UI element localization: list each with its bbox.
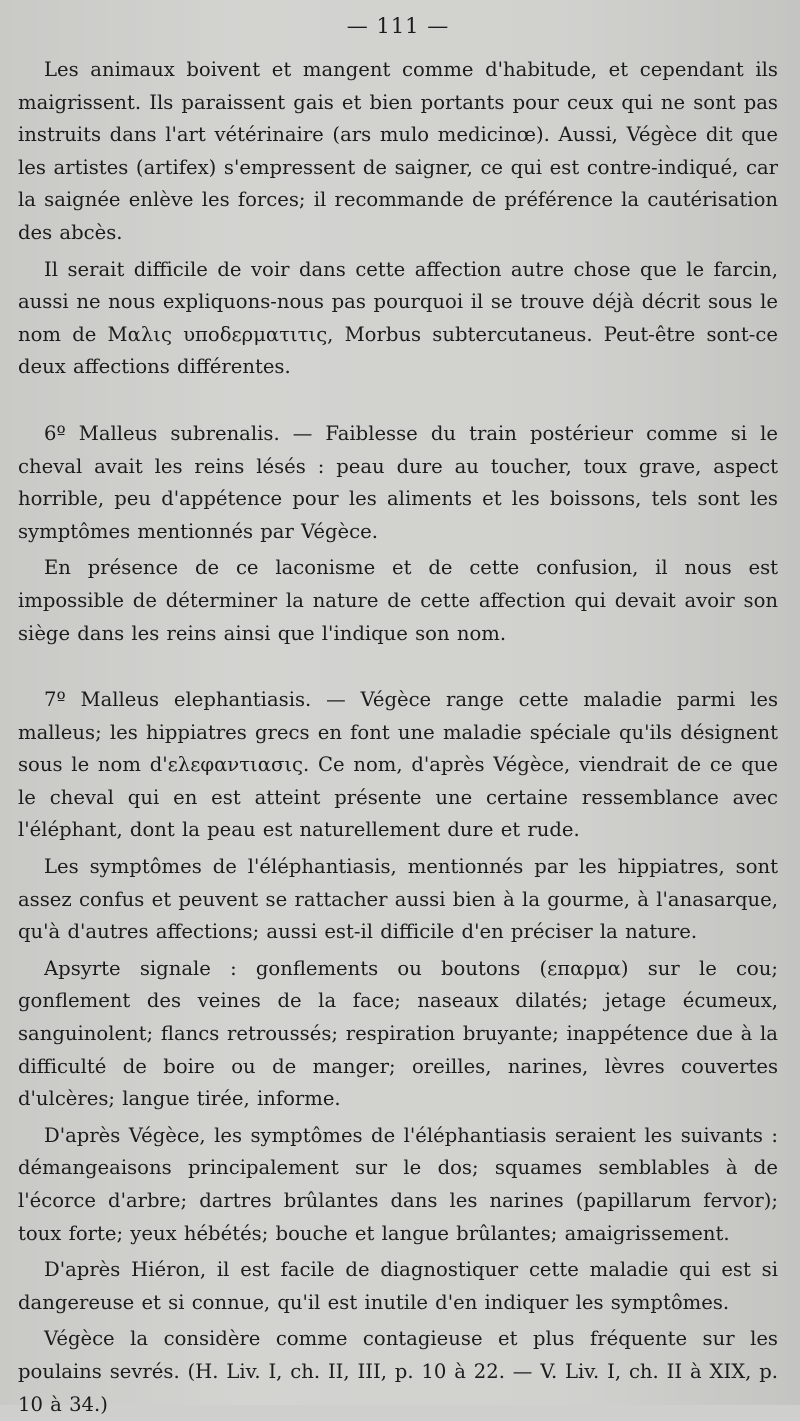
- paragraph-2: Il serait difficile de voir dans cette affection autre chose que le farcin, aussi ne nous expliquons-nous pas pourquoi il se trouve déjà décrit sous le nom de Μαλις υποδερματιτις, Morbus subtercutaneus. Peut-être sont-ce deux affections différentes.: [18, 257, 778, 379]
- paragraph-4: En présence de ce laconisme et de cette confusion, il nous est impossible de déterminer la nature de cette affection qui devait avoir son siège dans les reins ainsi que l'indique son nom.: [18, 556, 778, 645]
- paragraph-malleus-elephantiasis: 7º Malleus elephantiasis. — Végèce range cette maladie parmi les malleus; les hippiatres grecs en font une maladie spéciale qu'ils désignent sous le nom d'ελεφαντιασις. Ce nom, d'après Végèce, viendrait de ce que le cheval qui en est atteint présente une certaine ressemblance avec l'éléphant, dont la peau est naturellement dure et rude.: [18, 688, 778, 842]
- paragraph-7: Apsyrte signale : gonflements ou boutons (επαρμα) sur le cou; gonflement des veines de la face; naseaux dilatés; jetage écumeux, sanguinolent; flancs retroussés; respiration bruyante; inappétence due à la difficulté de boire ou de manger; oreilles, narines, lèvres couvertes d'ulcères; langue tirée, informe.: [18, 956, 778, 1111]
- paragraph-1: Les animaux boivent et mangent comme d'habitude, et cependant ils maigrissent. Ils paraissent gais et bien portants pour ceux qui ne sont pas instruits dans l'art vétérinaire (ars mulo medicinœ). Aussi, Végèce dit que les artistes (artifex) s'empressent de saigner, ce qui est contre-indiqué, car la saignée enlève les forces; il recommande de préférence la cautérisation des abcès.: [18, 58, 778, 244]
- paragraph-6: Les symptômes de l'éléphantiasis, mentionnés par les hippiatres, sont assez confus et peuvent se rattacher aussi bien à la gourme, à l'anasarque, qu'à d'autres affections; aussi est-il difficile d'en préciser la nature.: [18, 855, 778, 944]
- page-number: — 111 —: [346, 14, 450, 38]
- paragraph-9: D'après Hiéron, il est facile de diagnostiquer cette maladie qui est si dangereuse et si connue, qu'il est inutile d'en indiquer les symptômes.: [18, 1258, 778, 1314]
- paragraph-10: Végèce la considère comme contagieuse et plus fréquente sur les poulains sevrés. (H. Liv. I, ch. II, III, p. 10 à 22. — V. Liv. I, ch. II à XIX, p. 10 à 34.): [18, 1327, 778, 1416]
- paragraph-malleus-subrenalis: 6º Malleus subrenalis. — Faiblesse du train postérieur comme si le cheval avait les reins lésés : peau dure au toucher, toux grave, aspect horrible, peu d'appétence pour les aliments et les boissons, tels sont les symptômes mentionnés par Végèce.: [18, 421, 778, 543]
- paragraph-8: D'après Végèce, les symptômes de l'éléphantiasis seraient les suivants : démangeaisons principalement sur le dos; squames semblables à de l'écorce d'arbre; dartres brûlantes dans les narines (papillarum fervor); toux forte; yeux hébétés; bouche et langue brûlantes; amaigrissement.: [18, 1123, 778, 1245]
